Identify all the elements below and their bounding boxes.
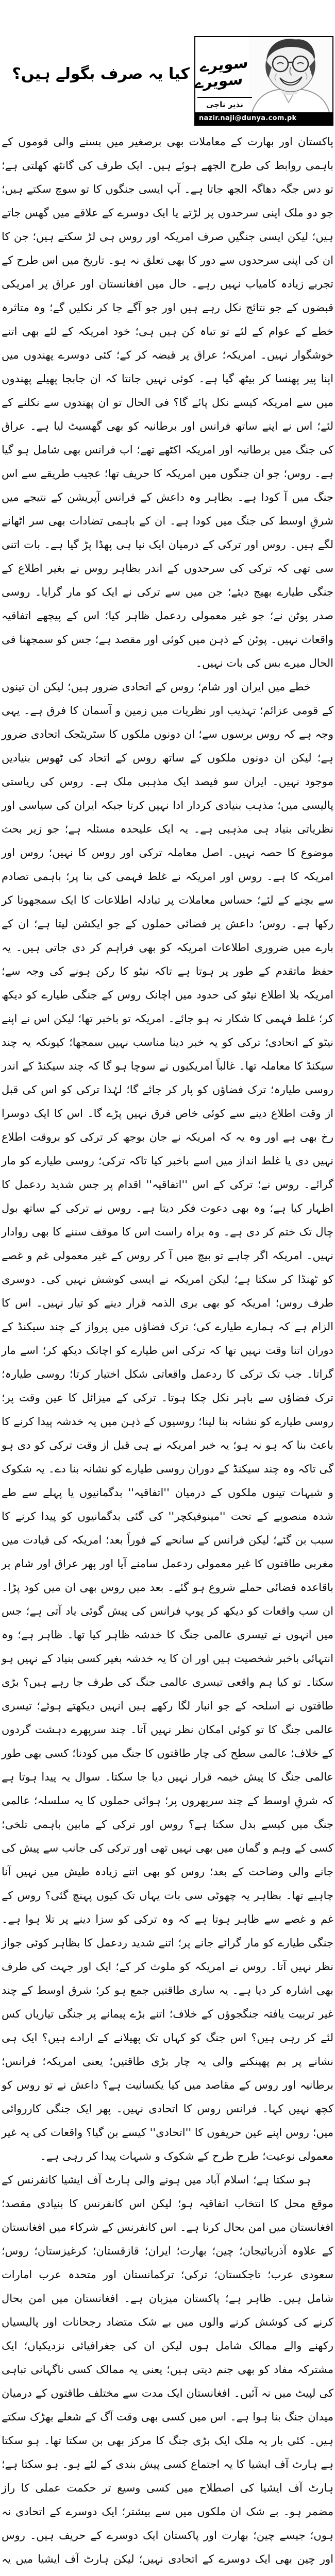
column-masthead-box xyxy=(194,36,333,126)
column-title xyxy=(194,54,252,92)
column-title-line2: سویرے xyxy=(194,70,244,92)
author-email-bar xyxy=(195,112,332,125)
article-paragraph-1: پاکستان اور بھارت کے معاملات بھی برصغیر میں بسنے والی قوموں کے باہمی روابط کی طرح الجھے ہوئے ہیں۔ ایک طرف کی گانٹھ کھلتی ہے؛ تو دس جگہ دھاگہ الجھ جاتا ہے۔ آپ ایسی جنگوں کا تو سوچ سکتے ہیں؛ جو دو ملک اپنی سرحدوں پر لڑتے یا ایک دوسرے کے علاقے میں گھس جاتے ہیں؛ لیکن ایسی جنگیں صرف امریکہ اور روس ہی لڑ سکتے ہیں؛ جن کا ان کی اپنی سرحدوں سے دور کا بھی تعلق نہ ہو۔ تاریخ میں اس طرح کے تجربے زیادہ کامیاب نہیں رہے۔ حال میں افغانستان اور عراق پر امریکی قبضوں کے جو نتائج نکل رہے ہیں اور جو آگے جا کر نکلیں گے؛ وہ متاثرہ خطے کے عوام کے لئے تو تباہ کن ہیں ہی؛ خود امریکہ کے لئے بھی اتنے خوشگوار نہیں۔ امریکہ؛ عراق پر قبضہ کر کے؛ کئی دوسرے پھندوں میں اپنا پیر پھنسا کر بیٹھ گیا ہے۔ کوئی نہیں جانتا کہ ان جابجا پھیلے پھندوں میں سے امریکہ کیسے نکل پائے گا؟ فی الحال تو ان پھندوں سے نکلنے کے لئے؛ اس نے اپنے ساتھ فرانس اور برطانیہ کو بھی گھسیٹ لیا ہے۔ عراق کی جنگ میں برطانیہ اور امریکہ اکٹھے تھے؛ اب فرانس بھی شامل ہو گیا ہے۔ روس؛ جو ان جنگوں میں امریکہ کا حریف تھا؛ عجیب طریقے سے اس جنگ میں آ کودا ہے۔ بظاہر وہ داعش کے فرانس آپریشن کے نتیجے میں شرقِ اوسط کی جنگ میں کودا ہے۔ ان کے باہمی تضادات بھی سر اٹھانے لگے ہیں۔ روس اور ترکی کے درمیان ایک نیا ہی پھڈا پڑ گیا ہے۔ بات اتنی سی تھی کہ ترکی کی سرحدوں کے اندر بظاہر روس نے بغیر اطلاع کے جنگی طیارے بھیج دیئے؛ جن میں سے ترکی نے ایک کو مار گرایا۔ روسی صدر پوٹن نے؛ جو غیر معمولی ردعمل ظاہر کیا؛ اس کے پیچھے اتفاقیہ واقعات نہیں۔ پوٹن کے ذہن میں کوئی اور مقصد ہے؛ جس کو سمجھنا فی الحال میرے بس کی بات نہیں۔ xyxy=(2,135,333,669)
masthead-divider xyxy=(197,97,252,98)
article-paragraph-2: خطے میں ایران اور شام؛ روس کے اتحادی ضرور ہیں؛ لیکن ان تینوں کے قومی عزائم؛ تہذیب اور نظریات میں زمین و آسمان کا فرق ہے۔ یہی وجہ ہے کہ روس برسوں سے؛ ان دونوں ملکوں کا سٹریٹجک اتحادی ضرور ہے؛ لیکن ان دونوں ملکوں کے ساتھ روس کے اتحاد کی ٹھوس بنیادیں موجود نہیں۔ ایران سو فیصد ایک مذہبی ملک ہے۔ روس کی ریاستی پالیسی میں؛ مذہب بنیادی کردار ادا نہیں کرتا جبکہ ایران کی سیاسی اور نظریاتی بنیاد ہی مذہبی ہے۔ یہ ایک علیحدہ مسئلہ ہے؛ جو زیر بحث موضوع کا حصہ نہیں۔ اصل معاملہ ترکی اور روس کا نہیں؛ روس اور امریکہ کا ہے۔ روس اور امریکہ نے غلط فہمی کی بنا پر؛ باہمی تصادم سے بچنے کے لئے؛ حساس معاملات پر تبادلہ اطلاعات کا ایک سمجھوتا کر رکھا ہے۔ روس؛ داعش پر فضائی حملوں کے جو ایکشن لیتا ہے؛ ان کے بارے میں ضروری اطلاعات امریکہ کو بھی فراہم کر دی جاتی ہیں۔ یہ حفظ ماتقدم کے طور پر ہوتا ہے تاکہ نیٹو کا رکن ہونے کی وجہ سے؛ امریکہ بلا اطلاع نیٹو کی حدود میں اچانک روس کے جنگی طیارے کو دیکھ کر؛ غلط فہمی کا شکار نہ ہو جائے۔ امریکہ تو باخبر تھا؛ لیکن اس نے اپنے نیٹو کے اتحادی؛ ترکی کو یہ خبر دینا مناسب نہیں سمجھا؛ کیونکہ یہ چند سیکنڈ کا معاملہ تھا۔ غالباً امریکیوں نے سوچا ہو گا کہ چند سیکنڈ کے اندر روسی طیارہ؛ ترک فضاؤں کو پار کر جائے گا؛ لہٰذا ترکی کو اس کی قبل از وقت اطلاع دینے سے کوئی خاص فرق نہیں پڑے گا۔ اس کا ایک دوسرا رخ بھی ہے اور وہ یہ کہ امریکہ نے جان بوجھ کر ترکی کو بروقت اطلاع نہیں دی یا غلط انداز میں اسے باخبر کیا تاکہ ترکی؛ روسی طیارے کو مار گرائے۔ روس نے؛ ترکی کے اس ''اتفاقیہ'' اقدام پر جس شدید ردعمل کا اظہار کیا ہے؛ وہ بھی دعوت فکر دیتا ہے۔ روس نے ترکی کے ساتھ بول چال تک ختم کر دی ہے۔ وہ براہ راست اس کا موقف سننے کا بھی روادار نہیں۔ امریکہ اگر چاہے تو بیچ میں آ کر روس کے غیر معمولی غم و غصے کو ٹھنڈا کر سکتا ہے؛ لیکن امریکہ نے ایسی کوشش نہیں کی۔ دوسری طرف روس؛ امریکہ کو بھی بری الذمہ قرار دینے کو تیار نہیں۔ اس کا الزام ہے کہ ہمارے طیارے کی؛ ترک فضاؤں میں پرواز کے چند سیکنڈ کے دوران اتنا وقت نہیں تھا کہ ترکی اس طیارے کو اچانک دیکھ کر؛ اسے مار گراتا۔ جب تک ترکی کا ردعمل واقعاتی شکل اختیار کرتا؛ روسی طیارہ؛ ترک فضاؤں سے باہر نکل چکا ہوتا۔ ترکی کے میزائل کا عین وقت پر؛ روسی طیارے کو نشانہ بنا لینا؛ روسیوں کے ذہن میں یہ خدشہ پیدا کرنے کا باعث بنا کہ ہو نہ ہو؛ یہ خبر امریکہ نے ہی قبل از وقت ترکی کو دی ہو گی تاکہ وہ چند سیکنڈ کے دوران روسی طیارے کو نشانہ بنا دے۔ یہ شکوک و شبہات تینوں ملکوں کے درمیان ''اتفاقیہ'' بدگمانیوں یا پہلے سے طے شدہ منصوبے کے تحت ''مینوفیکچر'' کی گئی بدگمانیوں کو پیدا کرنے کا سبب بن گئے؛ لیکن فرانس کے سانحے کے فوراً بعد؛ امریکہ کی قیادت میں مغربی طاقتوں کا غیر معمولی ردعمل سامنے آیا اور پھر عراق اور شام پر باقاعدہ فضائی حملے شروع ہو گئے۔ بعد میں روس بھی ان میں کود پڑا۔ ان سب واقعات کو دیکھ کر پوپ فرانس کی پیش گوئی یاد آتی ہے؛ جس میں انہوں نے تیسری عالمی جنگ کا خدشہ ظاہر کیا تھا۔ ظاہر ہے؛ وہ انتہائی باخبر شخصیت ہیں اور ان کا یہ خدشہ بغیر کسی بنیاد کے نہیں ہو سکتا۔ تو کیا ہم واقعی تیسری عالمی جنگ کی طرف جا رہے ہیں؟ بڑی طاقتوں نے اسلحہ کے جو انبار لگا رکھے ہیں انہیں دیکھتے ہوئے؛ تیسری عالمی جنگ کا تو کوئی امکان نظر نہیں آتا۔ چند سرپھرے دہشت گردوں کے خلاف؛ عالمی سطح کی چار طاقتوں کا جنگ میں کودنا؛ کسی بھی طور عالمی جنگ کا پیش خیمہ قرار نہیں دیا جا سکتا۔ سوال یہ پیدا ہوتا ہے کہ شرقِ اوسط کے چند سرپھروں پر؛ ہوائی حملوں کا یہ سلسلہ؛ عالمی جنگ میں کیسے بدل سکتا ہے؟ روس اور ترکی کے مابین باہمی تلخی؛ کسی کے وہم و گمان میں بھی نہیں تھی اور ترکی کی جانب سے پیش کی جانے والی وضاحت کے بعد؛ روس کو بھی اتنے زیادہ طیش میں نہیں آنا چاہیے تھا۔ بظاہر یہ چھوٹی سی بات یہاں تک کیوں پہنچ گئی؟ روس کے غم و غصے سے ظاہر ہوتا ہے کہ وہ ترکی کو سزا دینے پر تلا ہوا ہے۔ جنگی طیارے کو مار گرائے جانے پر؛ اتنے شدید ردعمل کا بظاہر کوئی جواز نظر نہیں آتا۔ روس نے امریکہ کو ملوث کر کے؛ ایک اور جہت کی طرف بھی اشارہ کر دیا ہے۔ یہ ساری طاقتیں جمع ہو کر؛ شرق اوسط کے چند غیر تربیت یافتہ جنگجوؤں کے خلاف؛ اتنے بڑے پیمانے پر جنگی تیاریاں کس لئے کر رہی ہیں؟ اس جنگ کو کہاں تک پھیلانے کے ارادے ہیں؟ ایک ہی نشانے پر بم پھینکنے والی یہ چار بڑی طاقتیں؛ یعنی امریکہ؛ فرانس؛ برطانیہ اور روس کے مقاصد میں کیا یکسانیت ہے؟ داعش نے تو روس کو کچھ نہیں کہا۔ فرانس روس کا اتحادی نہیں۔ پھر ایک جنگی کارروائی میں؛ روس اپنے عین حریفوں کا ''اتحادی'' کیسے بن گیا؟ واقعات کی یہ غیر معمولی نوعیت؛ طرح طرح کے شکوک و شبہات پیدا کر رہی ہے۔ xyxy=(2,681,333,2162)
author-email: nazir.naji@dunya.com.pk xyxy=(199,114,297,122)
article-body xyxy=(2,130,333,2565)
article-paragraph-3: ہو سکتا ہے؛ اسلام آباد میں ہونے والی ہارٹ آف ایشیا کانفرنس کے موقع محل کا انتخاب اتفاقیہ ہو؛ لیکن اس کانفرنس کا بنیادی مقصد؛ افغانستان میں امن بحال کرنا ہے۔ اس کانفرنس کے شرکاء میں افغانستان کے علاوہ آذربائیجان؛ چین؛ بھارت؛ ایران؛ قازقستان؛ کرغیزستان؛ روس؛ سعودی عرب؛ تاجکستان؛ ترکی؛ ترکمانستان اور متحدہ عرب امارات شامل ہیں۔ ظاہر ہے؛ پاکستان میزبان ہے۔ افغانستان میں امن بحال کرنے کی کوشش کرنے والوں میں بے شک متضاد رجحانات اور پالیسیاں رکھنے والے ممالک شامل ہوں لیکن ان کی جغرافیائی نزدیکیاں؛ ایک مشترکہ مفاد کو بھی جنم دیتی ہیں؛ یعنی یہ ممالک کسی ناگہانی تباہی کی لپیٹ میں نہ آئیں۔ افغانستان ایک مدت سے مختلف طاقتوں کے درمیان میدان جنگ بنا ہوا ہے۔ اس میں کسی بھی وقت آگ کے شعلے بھڑک سکتے ہیں۔ کئی بار یہ ملک ایک بڑی جنگ کا مرکز بھی بن سکتا تھا۔ ہو سکتا ہے ہارٹ آف ایشیا کا یہ اجتماع کسی پیش بندی کے لئے ہو۔ ہو سکتا ہے؛ ہارٹ آف ایشیا کی اصطلاح میں کسی وسیع تر حکمت عملی کا راز مضمر ہو۔ بے شک ان ملکوں میں سے بیشتر؛ ایک دوسرے کے اتحادی نہ ہوں؛ جیسے چین؛ بھارت اور پاکستان ایک دوسرے کے حریف ہیں۔ روس اور چین بھی ایک دوسرے کے اتحادی نہیں؛ لیکن ہارٹ آف ایشیا میں یہ xyxy=(2,2174,333,2565)
author-name: نذیر ناجی xyxy=(206,100,243,109)
article-headline: کیا یہ صرف بگولے ہیں؟ xyxy=(12,65,190,83)
author-photo xyxy=(248,37,332,112)
author-portrait-icon xyxy=(248,37,332,112)
column-title-line1: سویرے xyxy=(199,54,249,75)
